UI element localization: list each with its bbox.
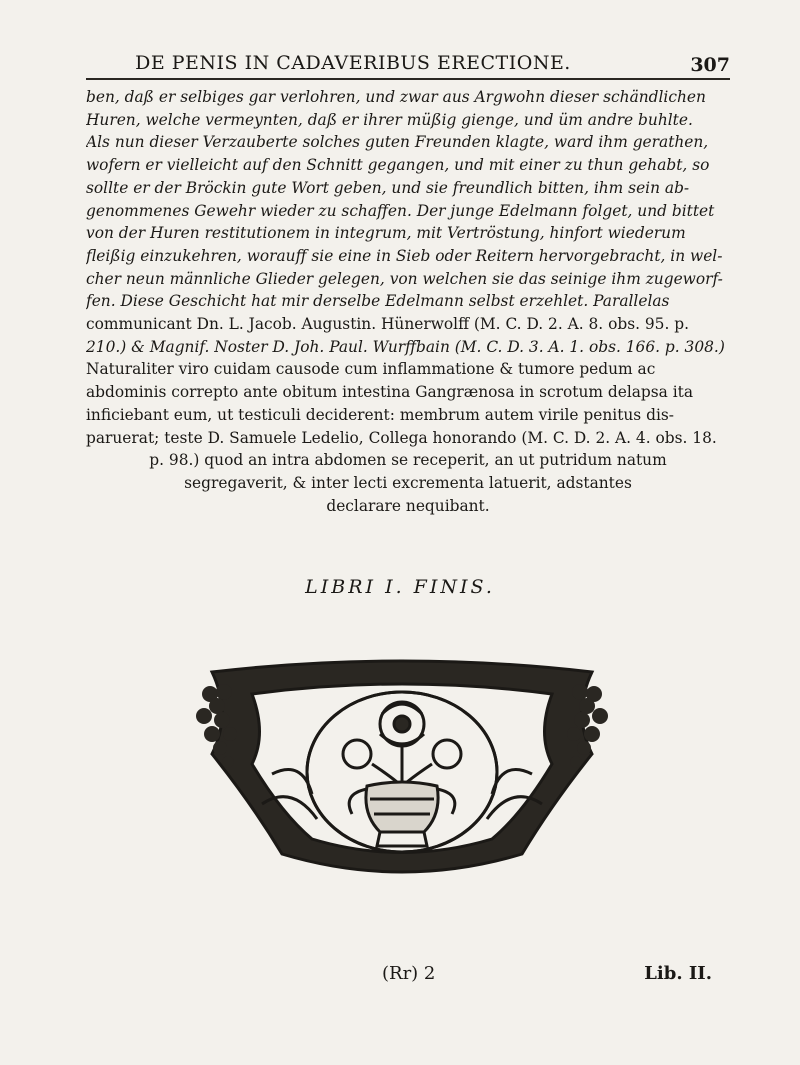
text-line: segregaverit, & inter lecti excrementa latuerit, adstantes	[184, 473, 632, 492]
page-number: 307	[690, 54, 730, 76]
text-line: ben, daß er selbiges gar verlohren, und zwar aus Argwohn dieser schändlichen	[86, 88, 706, 106]
end-of-book-heading: LIBRI I. FINIS.	[305, 576, 495, 598]
page-header	[86, 50, 730, 80]
text-line: p. 98.) quod an intra abdomen se receperit, an ut putridum natum	[149, 451, 667, 470]
text-line: wofern er vielleicht auf den Schnitt gegangen, und mit einer zu thun gehabt, so	[86, 156, 710, 175]
text-line: von der Huren restitutionem in integrum, mit Vertröstung, hinfort wiederum	[86, 224, 686, 243]
text-line: Naturaliter viro cuidam causode cum inflammatione & tumore pedum ac	[86, 360, 656, 379]
text-line: 210.) & Magnif. Noster D. Joh. Paul. Wurffbain (M. C. D. 3. A. 1. obs. 166. p. 308.)	[86, 337, 725, 356]
text-line: paruerat; teste D. Samuele Ledelio, Collega honorando (M. C. D. 2. A. 4. obs. 18.	[86, 428, 717, 447]
text-line: communicant Dn. L. Jacob. Augustin. Hünerwolff (M. C. D. 2. A. 8. obs. 95. p.	[86, 315, 690, 334]
signature-mark: (Rr) 2	[382, 963, 436, 984]
text-line: Als nun dieser Verzauberte solches guten Freunden klagte, ward ihm gerathen,	[86, 133, 709, 152]
text-line: abdominis correpto ante obitum intestina Gangrænosa in scrotum delapsa ita	[86, 383, 694, 402]
text-line: inficiebant eum, ut testiculi deciderent: membrum autem virile penitus dis-	[86, 405, 674, 424]
text-line: fleißig einzukehren, worauff sie eine in Sieb oder Reitern hervorgebracht, in wel-	[86, 246, 723, 265]
floral-vase-woodcut-icon	[192, 654, 612, 890]
text-line: Huren, welche vermeynten, daß er ihrer müßig gienge, und üm andre buhlte.	[86, 110, 693, 129]
text-line: sollte er der Bröckin gute Wort geben, und sie freundlich bitten, ihm sein ab-	[86, 178, 690, 197]
text-line: genommenes Gewehr wieder zu schaffen. Der junge Edelmann folget, und bittet	[86, 201, 715, 220]
catchword: Lib. II.	[644, 963, 712, 984]
text-line: cher neun männliche Glieder gelegen, von welchen sie das seinige ihm zugeworf-	[86, 269, 723, 288]
body-text	[86, 86, 730, 517]
text-line: declarare nequibant.	[326, 496, 490, 515]
running-head: DE PENIS IN CADAVERIBUS ERECTIONE.	[135, 52, 571, 74]
text-line: fen. Diese Geschicht hat mir derselbe Edelmann selbst erzehlet. Parallelas	[86, 292, 670, 311]
